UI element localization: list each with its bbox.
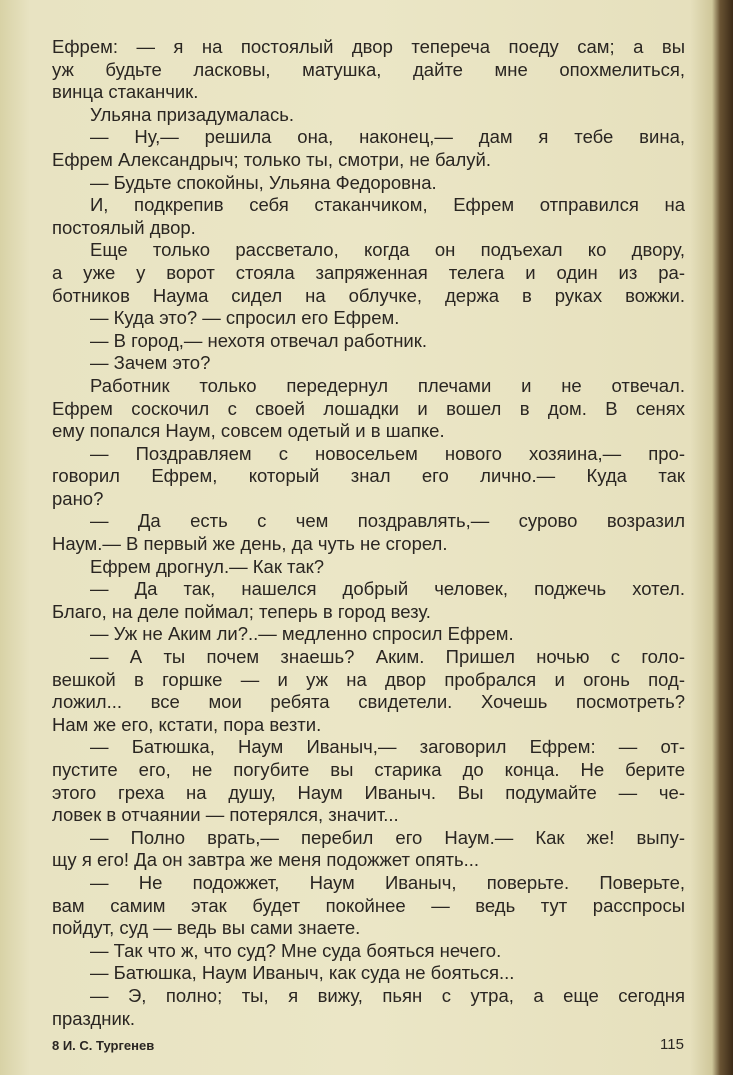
text-line: щу я его! Да он завтра же меня подожжет опять... <box>52 849 480 871</box>
text-line: — Ну,— решила она, наконец,— дам я тебе вина, <box>90 126 685 148</box>
text-line: — Не подожжет, Наум Иваныч, поверьте. Поверьте, <box>90 871 685 893</box>
text-line: Наум.— В первый же день, да чуть не сгорел. <box>52 533 448 555</box>
text-line: Работник только передернул плечами и не отвечал. <box>90 374 685 396</box>
text-line: — Полно врать,— перебил его Наум.— Как же! выпу- <box>90 826 685 848</box>
text-line: Ефрем соскочил с своей лошадки и вошел в дом. В сенях <box>52 397 685 419</box>
text-line: рано? <box>52 487 104 509</box>
text-line: — Зачем это? <box>90 352 211 374</box>
text-line: Ефрем дрогнул.— Как так? <box>90 555 324 577</box>
text-line: — Куда это? — спросил его Ефрем. <box>90 307 400 329</box>
text-line: — Э, полно; ты, я вижу, пьян с утра, а еще сегодня <box>90 984 685 1006</box>
text-line: вешкой в горшке — и уж на двор пробрался и огонь под- <box>52 668 685 690</box>
text-line: винца стаканчик. <box>52 81 199 103</box>
text-line: вам самим этак будет покойнее — ведь тут расспросы <box>52 894 685 916</box>
text-line: Нам же его, кстати, пора везти. <box>52 713 322 735</box>
text-line: а уже у ворот стояла запряженная телега и один из ра- <box>52 261 685 283</box>
text-line: пойдут, суд — ведь вы сами знаете. <box>52 917 361 939</box>
text-line: постоялый двор. <box>52 216 196 238</box>
text-line: Еще только рассветало, когда он подъехал ко двору, <box>90 239 685 261</box>
page-body <box>52 36 685 1030</box>
text-line: этого греха на душу, Наум Иваныч. Вы подумайте — че- <box>52 781 685 803</box>
text-line: говорил Ефрем, который знал его лично.— Куда так <box>52 465 685 487</box>
text-line: И, подкрепив себя стаканчиком, Ефрем отправился на <box>90 194 685 216</box>
text-line: — Так что ж, что суд? Мне суда бояться нечего. <box>90 939 502 961</box>
text-line: — Поздравляем с новосельем нового хозяина,— про- <box>90 442 685 464</box>
text-line: — Да так, нашелся добрый человек, поджечь хотел. <box>90 578 685 600</box>
text-line: ложил... все мои ребята свидетели. Хочешь посмотреть? <box>52 691 685 713</box>
text-line: Благо, на деле поймал; теперь в город везу. <box>52 600 431 622</box>
text-line: Ефрем: — я на постоялый двор тепереча поеду сам; а вы <box>52 36 685 57</box>
text-line: пустите его, не погубите вы старика до конца. Не берите <box>52 759 685 780</box>
text-line: ловек в отчаянии — потерялся, значит... <box>52 804 399 826</box>
text-line: — Батюшка, Наум Иваныч,— заговорил Ефрем: — от- <box>90 736 685 758</box>
text-line: — А ты почем знаешь? Аким. Пришел ночью с голо- <box>90 646 685 668</box>
text-line: Ефрем Александрыч; только ты, смотри, не балуй. <box>52 148 491 170</box>
text-line: — Будьте спокойны, Ульяна Федоровна. <box>90 171 437 193</box>
text-line: — В город,— нехотя отвечал работник. <box>90 329 427 351</box>
text-line: праздник. <box>52 1007 136 1029</box>
text-line: уж будьте ласковы, матушка, дайте мне опохмелиться, <box>52 58 685 80</box>
text-line: Ульяна призадумалась. <box>90 103 294 125</box>
text-line: ботников Наума сидел на облучке, держа в руках вожжи. <box>52 284 685 306</box>
text-line: — Уж не Аким ли?..— медленно спросил Ефрем. <box>90 623 514 645</box>
text-line: — Батюшка, Наум Иваныч, как суда не бояться... <box>90 962 515 984</box>
signature-mark: 8 И. С. Тургенев <box>52 1038 155 1053</box>
text-line: — Да есть с чем поздравлять,— сурово возразил <box>90 510 685 532</box>
page-number: 115 <box>660 1036 684 1053</box>
text-line: ему попался Наум, совсем одетый и в шапке. <box>52 420 445 442</box>
